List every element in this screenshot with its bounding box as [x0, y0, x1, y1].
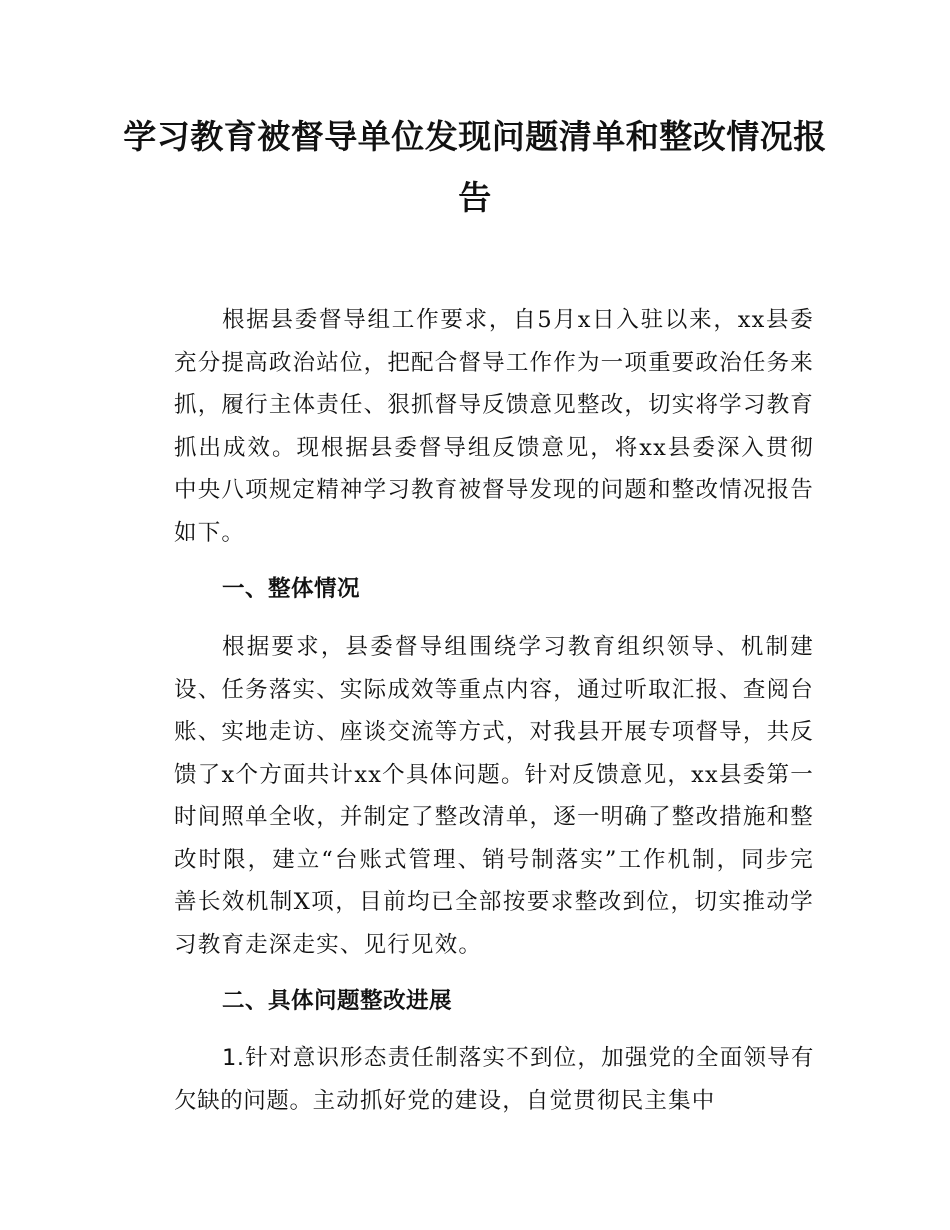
section-heading-progress: 二、具体问题整改进展 [222, 988, 453, 1014]
section-heading-overall: 一、整体情况 [222, 576, 361, 602]
problem-item-1-body: 主动抓好党的建设，自觉贯彻民主集中 [312, 1087, 716, 1114]
problem-item-1-lead: 1.针对意识形态责任制落实不到位，加强党的全面领导有欠缺的问题。 [174, 1045, 814, 1114]
problem-item-1 [174, 1037, 814, 1122]
overall-paragraph: 根据要求，县委督导组围绕学习教育组织领导、机制建设、任务落实、实际成效等重点内容，通过听取汇报、查阅台账、实地走访、座谈交流等方式，对我县开展专项督导，共反馈了x个方面共计xx个具体问题。针对反馈意见，xx县委第一时间照单全收，并制定了整改清单，逐一明确了整改措施和整改时限，建立“台账式管理、销号制落实”工作机制，同步完善长效机制X项，目前均已全部按要求整改到位，切实推动学习教育走深走实、见行见效。 [174, 634, 814, 958]
document-title: 学习教育被督导单位发现问题清单和整改情况报告 [123, 117, 827, 217]
intro-paragraph: 根据县委督导组工作要求，自5月x日入驻以来，xx县委充分提高政治站位，把配合督导工作作为一项重要政治任务来抓，履行主体责任、狠抓督导反馈意见整改，切实将学习教育抓出成效。现根据县委督导组反馈意见，将xx县委深入贯彻中央八项规定精神学习教育被督导发现的问题和整改情况报告如下。 [174, 307, 814, 546]
